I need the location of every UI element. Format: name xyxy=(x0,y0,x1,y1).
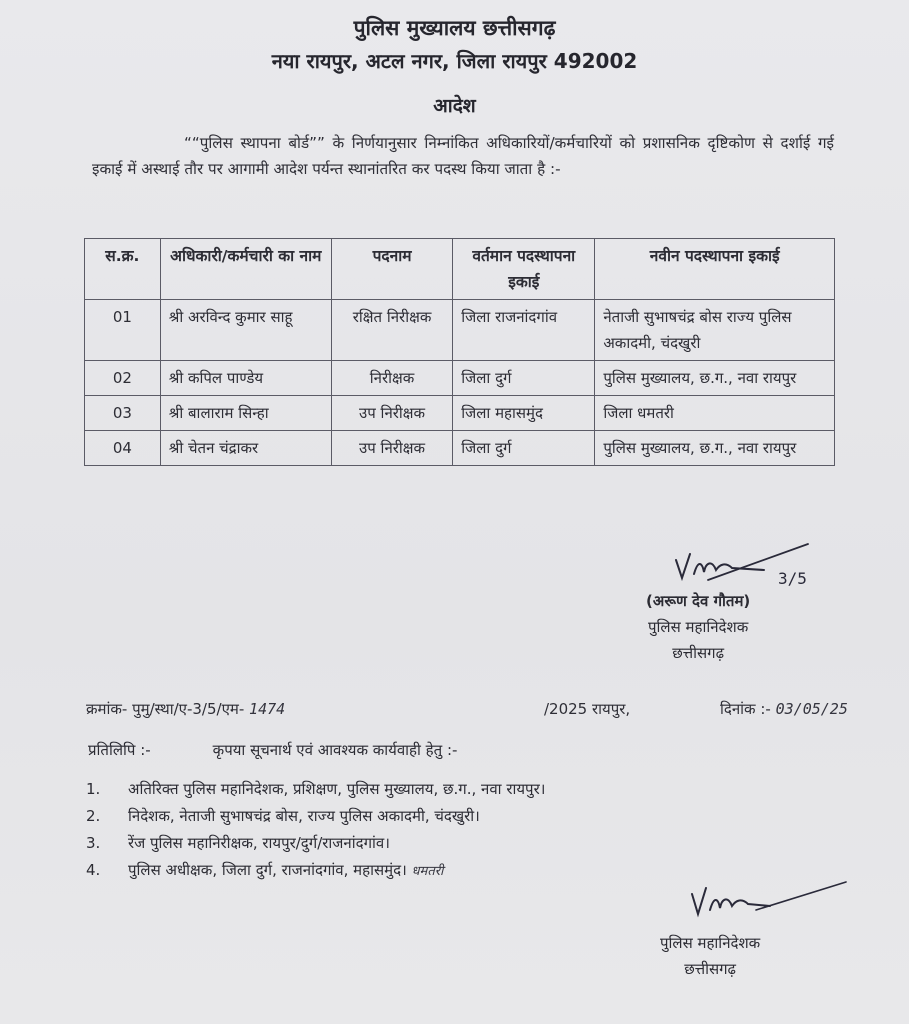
cell-new-unit: पुलिस मुख्यालय, छ.ग., नवा रायपुर xyxy=(595,431,835,466)
copy-list xyxy=(86,776,545,885)
order-paragraph xyxy=(92,130,834,182)
cell-serial: 04 xyxy=(85,431,161,466)
table-row xyxy=(85,396,835,431)
table-header-row xyxy=(85,239,835,300)
signatory-title: पुलिस महानिदेशक xyxy=(648,618,749,636)
cell-designation: निरीक्षक xyxy=(331,361,452,396)
list-item: 3. रेंज पुलिस महानिरीक्षक, रायपुर/दुर्ग/राजनांदगांव। xyxy=(86,834,390,852)
cell-current-unit: जिला महासमुंद xyxy=(453,396,595,431)
cell-designation: उप निरीक्षक xyxy=(331,431,452,466)
office-name: पुलिस मुख्यालय छत्तीसगढ़ xyxy=(353,16,556,40)
cell-name: श्री चेतन चंद्राकर xyxy=(160,431,331,466)
signatory-name: (अरूण देव गौतम) xyxy=(646,592,751,610)
list-item: 2. निदेशक, नेताजी सुभाषचंद्र बोस, राज्य पुलिस अकादमी, चंदखुरी। xyxy=(86,807,480,825)
cell-current-unit: जिला दुर्ग xyxy=(453,361,595,396)
handwritten-addition: धमतरी xyxy=(411,864,444,879)
col-name: अधिकारी/कर्मचारी का नाम xyxy=(160,239,331,300)
signatory-state: छत्तीसगढ़ xyxy=(672,644,725,662)
office-address: नया रायपुर, अटल नगर, जिला रायपुर 492002 xyxy=(271,49,638,73)
cell-new-unit: नेताजी सुभाषचंद्र बोस राज्य पुलिस अकादमी, चंदखुरी xyxy=(595,300,835,361)
order-paragraph-text: ““पुलिस स्थापना बोर्ड”” के निर्णयानुसार निम्नांकित अधिकारियों/कर्मचारियों को प्रशासनिक दृष्टिकोण से दर्शाई गई इकाई में अस्थाई तौर पर आगामी आदेश पर्यन्त स्थानांतरित कर पदस्थ किया जाता है :- xyxy=(92,134,834,178)
cell-serial: 01 xyxy=(85,300,161,361)
cell-serial: 03 xyxy=(85,396,161,431)
col-new-unit: नवीन पदस्थापना इकाई xyxy=(595,239,835,300)
signature-1-date: 3/5 xyxy=(778,569,807,588)
cell-name: श्री कपिल पाण्डेय xyxy=(160,361,331,396)
cell-current-unit: जिला दुर्ग xyxy=(453,431,595,466)
cell-serial: 02 xyxy=(85,361,161,396)
cell-designation: उप निरीक्षक xyxy=(331,396,452,431)
reference-date xyxy=(720,699,848,719)
cell-new-unit: जिला धमतरी xyxy=(595,396,835,431)
reference-date-handwritten: 03/05/25 xyxy=(775,700,848,718)
signature-block-1 xyxy=(646,588,750,666)
cell-name: श्री बालाराम सिन्हा xyxy=(160,396,331,431)
cell-name: श्री अरविन्द कुमार साहू xyxy=(160,300,331,361)
copy-purpose: कृपया सूचनार्थ एवं आवश्यक कार्यवाही हेतु :- xyxy=(212,741,458,759)
col-current-unit: वर्तमान पदस्थापना इकाई xyxy=(453,239,595,300)
reference-date-label: दिनांक :- xyxy=(720,700,771,718)
table-row xyxy=(85,431,835,466)
col-designation: पदनाम xyxy=(331,239,452,300)
list-item: 4. पुलिस अधीक्षक, जिला दुर्ग, राजनांदगांव, महासमुंद। धमतरी xyxy=(86,861,444,879)
copy-heading xyxy=(88,740,457,760)
reference-number-label: क्रमांक- पुमु/स्था/ए-3/5/एम- xyxy=(86,700,245,718)
table-row xyxy=(85,300,835,361)
signature-2 xyxy=(686,880,856,930)
transfer-table xyxy=(84,238,835,466)
signatory-state-2: छत्तीसगढ़ xyxy=(684,960,736,978)
col-serial: स.क्र. xyxy=(85,239,161,300)
cell-new-unit: पुलिस मुख्यालय, छ.ग., नवा रायपुर xyxy=(595,361,835,396)
signature-block-2 xyxy=(660,930,760,982)
list-item: 1. अतिरिक्त पुलिस महानिदेशक, प्रशिक्षण, पुलिस मुख्यालय, छ.ग., नवा रायपुर। xyxy=(86,780,546,798)
reference-year-place: /2025 रायपुर, xyxy=(544,700,631,718)
table-row xyxy=(85,361,835,396)
signatory-title-2: पुलिस महानिदेशक xyxy=(660,934,761,952)
reference-number xyxy=(86,699,285,719)
cell-designation: रक्षित निरीक्षक xyxy=(331,300,452,361)
copy-label: प्रतिलिपि :- xyxy=(88,741,151,759)
order-title: आदेश xyxy=(433,95,476,117)
reference-number-handwritten: 1474 xyxy=(249,700,286,718)
cell-current-unit: जिला राजनांदगांव xyxy=(453,300,595,361)
